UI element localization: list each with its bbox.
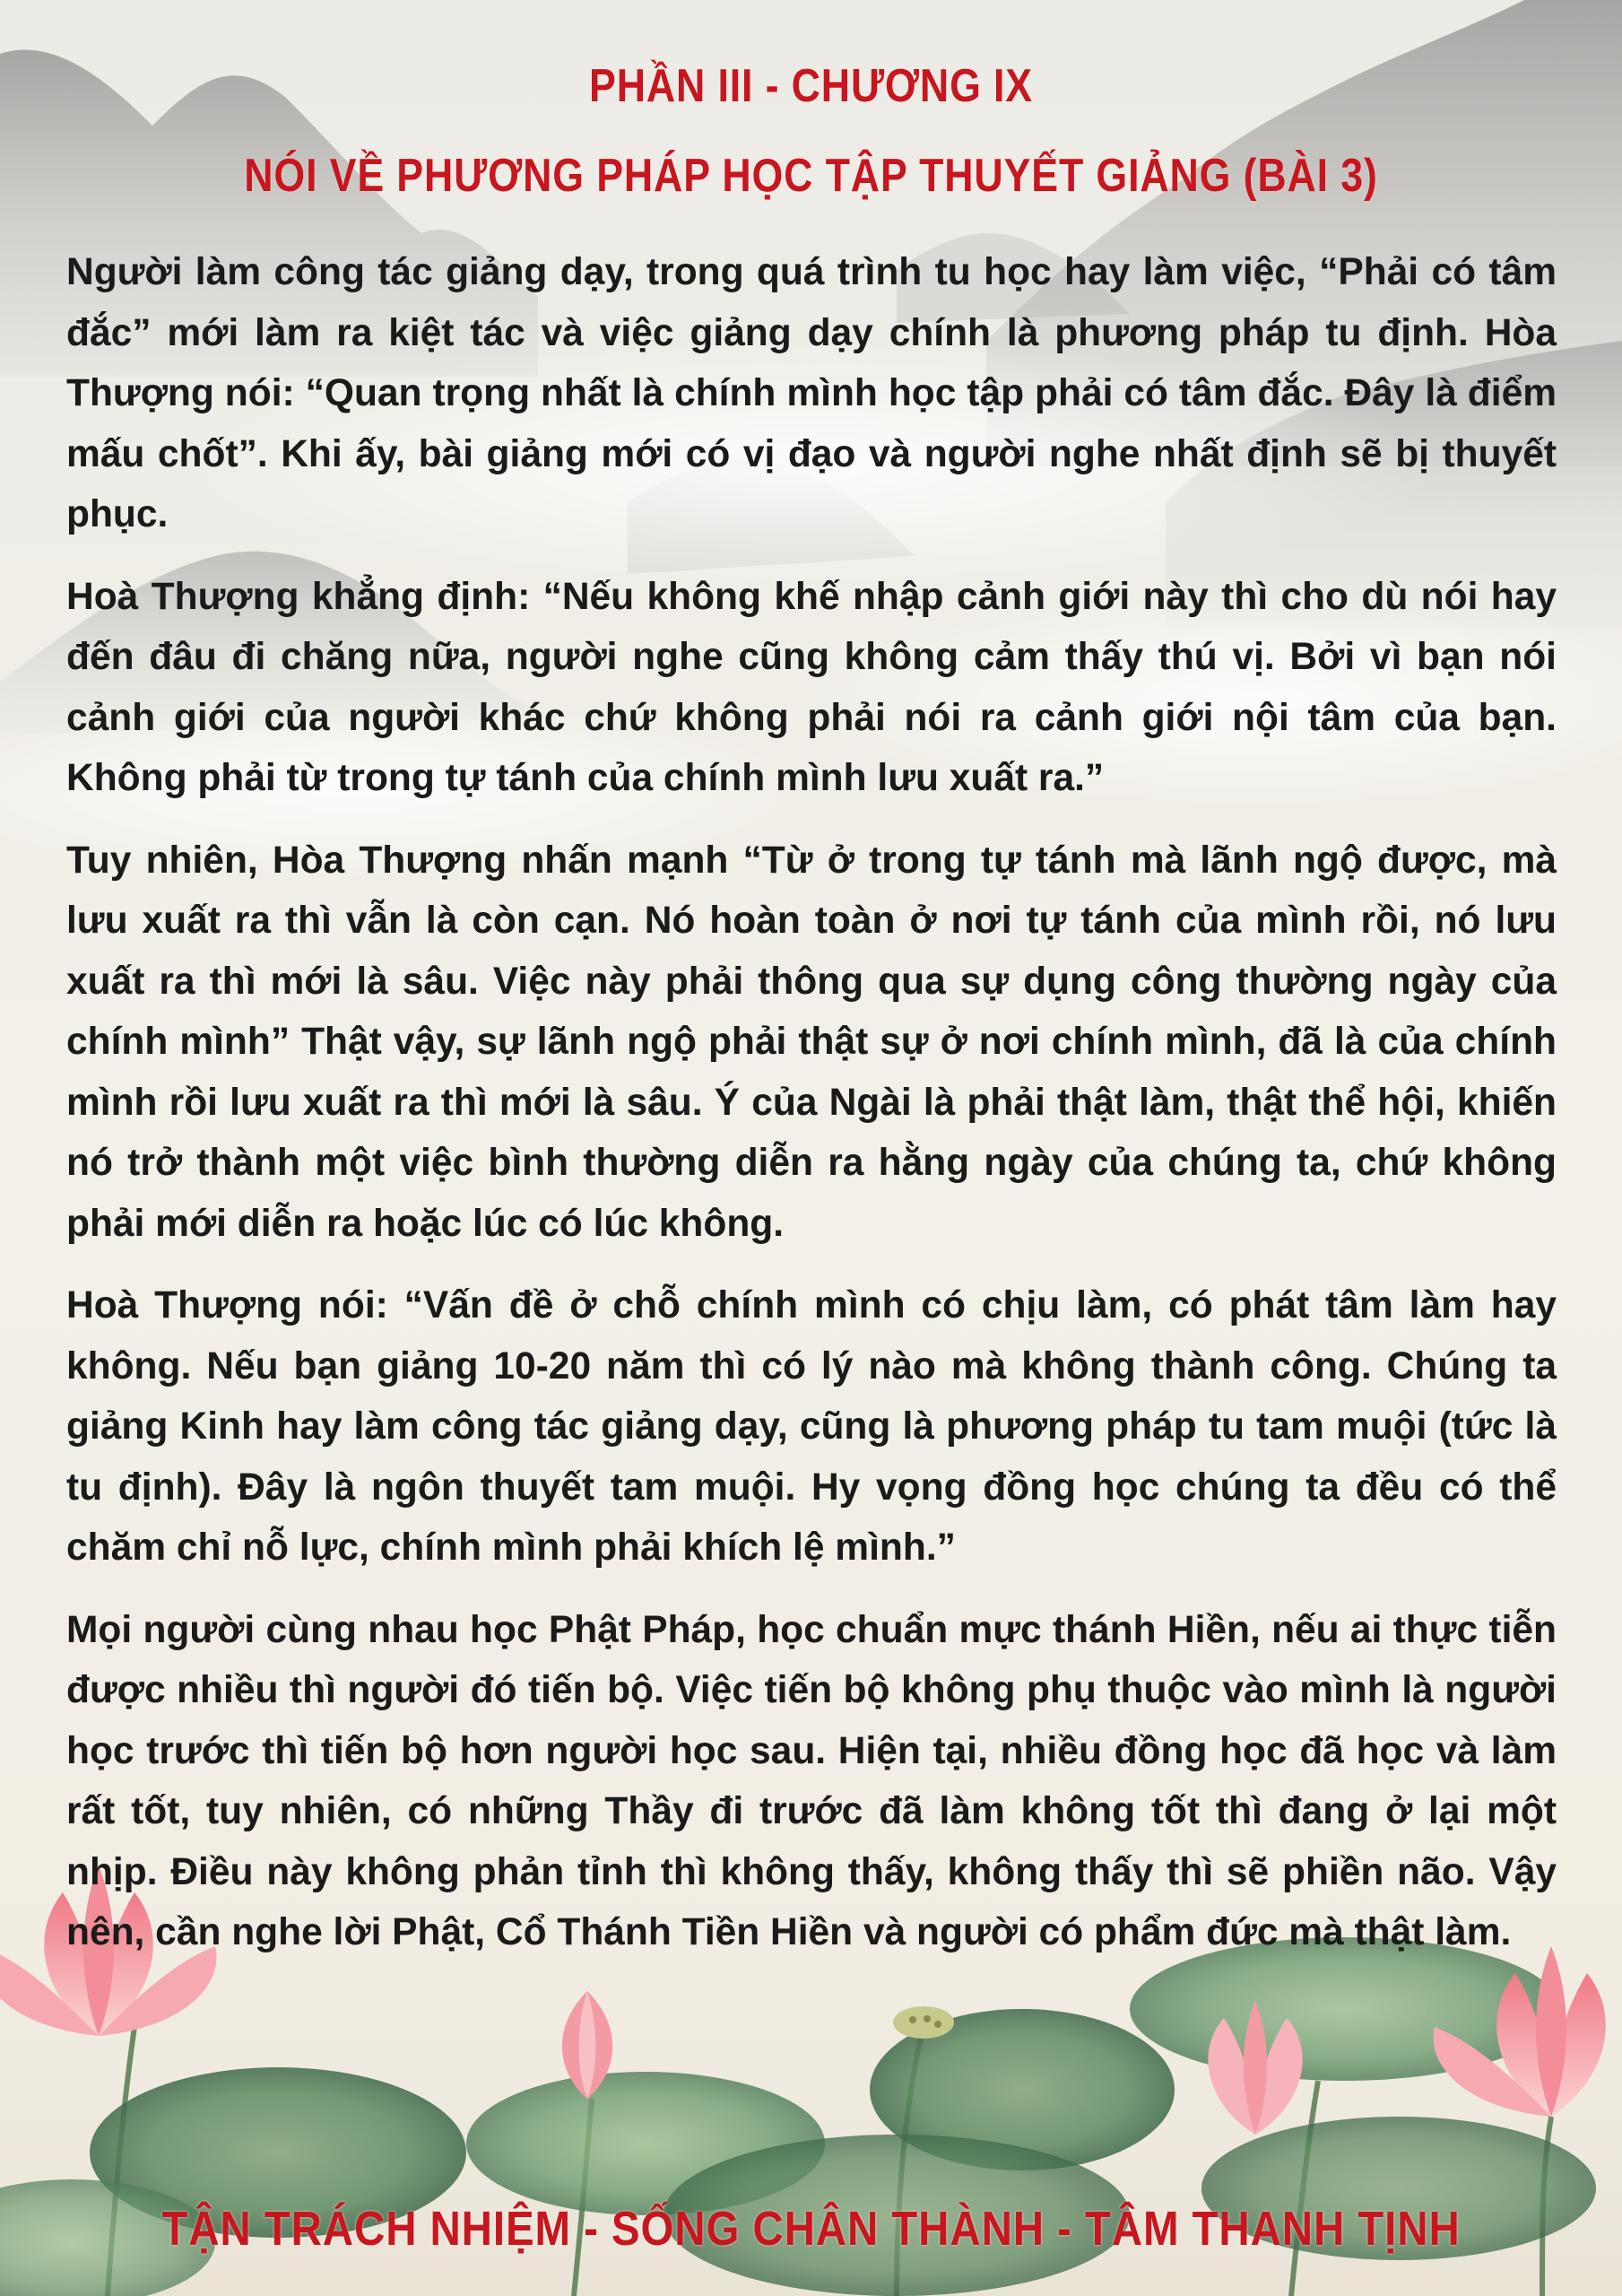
paragraph-1: Người làm công tác giảng dạy, trong quá trình tu học hay làm việc, “Phải có tâm đắc” mới làm ra kiệt tác và việc giảng dạy chính là phương pháp tu định. Hòa Thượng nói: “Quan trọng nhất là chính mình học tập phải có tâm đắc. Đây là điểm mấu chốt”. Khi ấy, bài giảng mới có vị đạo và người nghe nhất định sẽ bị thuyết phục. bbox=[66, 251, 1557, 535]
paragraph-2: Hoà Thượng khẳng định: “Nếu không khế nhập cảnh giới này thì cho dù nói hay đến đâu đi chăng nữa, người nghe cũng không cảm thấy thú vị. Bởi vì bạn nói cảnh giới của người khác chứ không phải nói ra cảnh giới nội tâm của bạn. Không phải từ trong tự tánh của chính mình lưu xuất ra.” bbox=[66, 575, 1557, 799]
footer-slogan: TẬN TRÁCH NHIỆM - SỐNG CHÂN THÀNH - TÂM THANH TỊNH bbox=[161, 2202, 1461, 2256]
lesson-title: NÓI VỀ PHƯƠNG PHÁP HỌC TẬP THUYẾT GIẢNG (BÀI 3) bbox=[244, 150, 1378, 202]
paragraph-4: Hoà Thượng nói: “Vấn đề ở chỗ chính mình có chịu làm, có phát tâm làm hay không. Nếu bạn giảng 10-20 năm thì có lý nào mà không thành công. Chúng ta giảng Kinh hay làm công tác giảng dạy, cũng là phương pháp tu tam muội (tức là tu định). Đây là ngôn thuyết tam muội. Hy vọng đồng học chúng ta đều có thể chăm chỉ nỗ lực, chính mình phải khích lệ mình.” bbox=[66, 1284, 1557, 1569]
paragraph-5: Mọi người cùng nhau học Phật Pháp, học chuẩn mực thánh Hiền, nếu ai thực tiễn được nhiều thì người đó tiến bộ. Việc tiến bộ không phụ thuộc vào mình là người học trước thì tiến bộ hơn người học sau. Hiện tại, nhiều đồng học đã học và làm rất tốt, tuy nhiên, có những Thầy đi trước đã làm không tốt thì đang ở lại một nhịp. Điều này không phản tỉnh thì không thấy, không thấy thì sẽ phiền não. Vậy nên, cần nghe lời Phật, Cổ Thánh Tiền Hiền và người có phẩm đức mà thật làm. bbox=[66, 1608, 1557, 1953]
article-body bbox=[66, 242, 1557, 1985]
paragraph-3: Tuy nhiên, Hòa Thượng nhấn mạnh “Từ ở trong tự tánh mà lãnh ngộ được, mà lưu xuất ra thì vẫn là còn cạn. Nó hoàn toàn ở nơi tự tánh của mình rồi, nó lưu xuất ra thì mới là sâu. Việc này phải thông qua sự dụng công thường ngày của chính mình” Thật vậy, sự lãnh ngộ phải thật sự ở nơi chính mình, đã là của chính mình rồi lưu xuất ra thì mới là sâu. Ý của Ngài là phải thật làm, thật thể hội, khiến nó trở thành một việc bình thường diễn ra hằng ngày của chúng ta, chứ không phải mới diễn ra hoặc lúc có lúc không. bbox=[66, 839, 1557, 1245]
chapter-title: PHẦN III - CHƯƠNG IX bbox=[589, 60, 1033, 112]
